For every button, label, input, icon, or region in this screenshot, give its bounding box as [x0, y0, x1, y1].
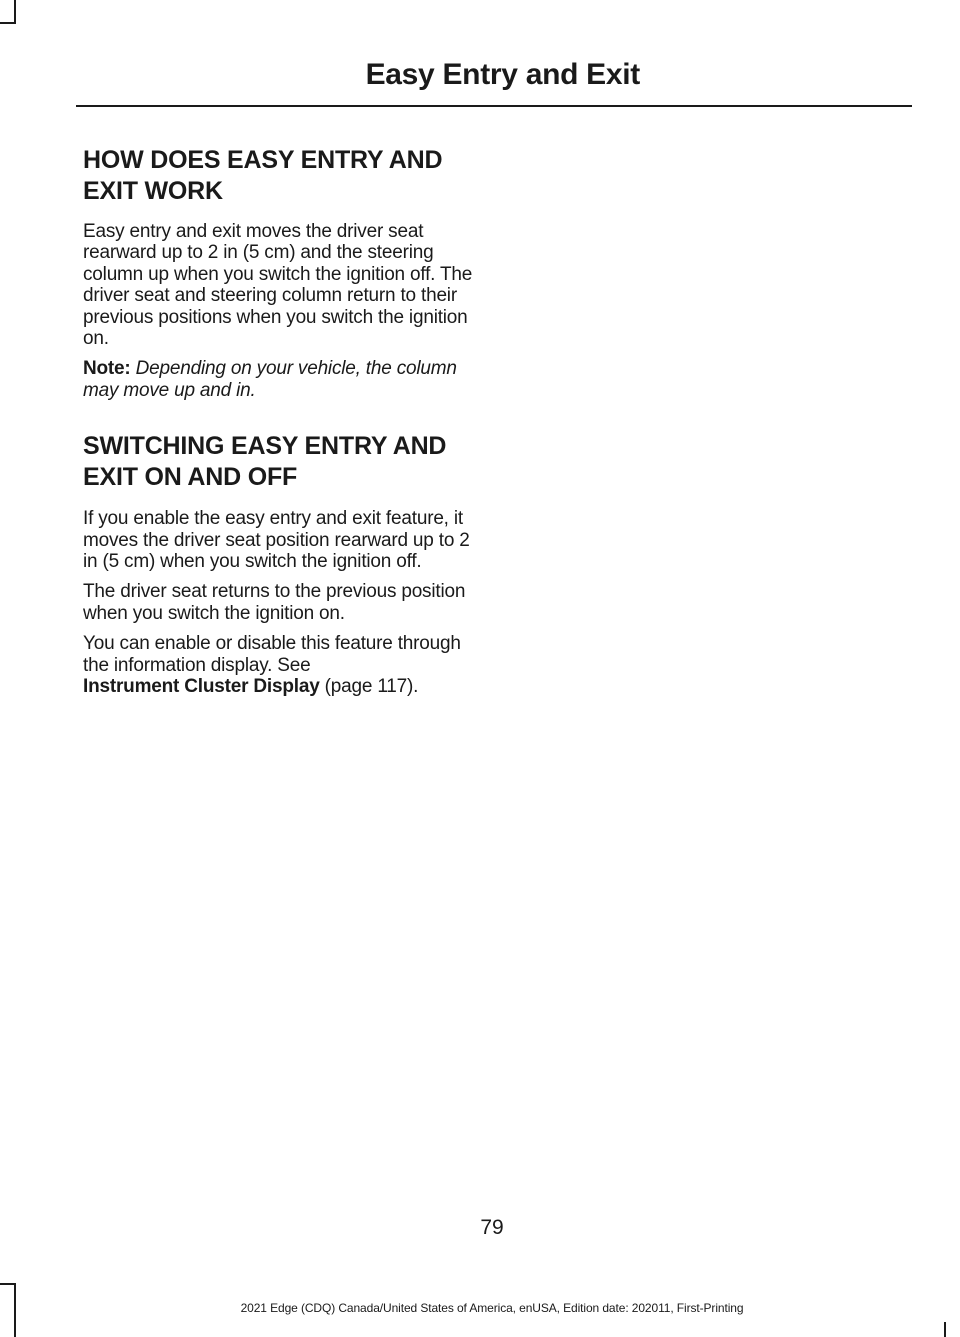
note-paragraph	[83, 358, 481, 401]
body-paragraph: If you enable the easy entry and exit feature, it moves the driver seat position rearward up to 2 in (5 cm) when you switch the ignition off.	[83, 508, 470, 573]
page-header-title: Easy Entry and Exit	[365, 58, 640, 91]
crop-mark-bottom-left-h	[0, 1283, 16, 1285]
section-how-it-works	[83, 145, 481, 401]
body-paragraph: Easy entry and exit moves the driver seat rearward up to 2 in (5 cm) and the steering column up when you switch the ignition off. The driver seat and steering column return to their previous positions when you switch the ignition on.	[83, 221, 473, 350]
section-switching-on-off	[83, 431, 481, 697]
note-label: Note:	[83, 358, 131, 380]
reference-intro: You can enable or disable this feature through the information display. See	[83, 633, 461, 676]
crop-mark-top-left-h	[0, 22, 16, 24]
section-heading	[83, 145, 481, 207]
crop-mark-bottom-right-v	[944, 1322, 946, 1337]
body-paragraph-with-reference	[83, 633, 481, 697]
edition-footer: 2021 Edge (CDQ) Canada/United States of America, enUSA, Edition date: 202011, First-Printing	[240, 1301, 744, 1315]
cross-reference-link[interactable]: Instrument Cluster Display	[83, 676, 320, 698]
section-heading	[83, 431, 481, 493]
page-number: 79	[480, 1216, 504, 1239]
heading-line: HOW DOES EASY ENTRY AND	[83, 146, 443, 174]
header-divider	[76, 105, 912, 107]
heading-line: EXIT ON AND OFF	[83, 463, 298, 492]
heading-line: SWITCHING EASY ENTRY AND	[83, 432, 447, 461]
body-paragraph: The driver seat returns to the previous position when you switch the ignition on.	[83, 581, 466, 624]
heading-line: EXIT WORK	[83, 177, 223, 205]
cross-reference-page: (page 117).	[324, 676, 419, 698]
note-text: Depending on your vehicle, the column may move up and in.	[83, 358, 457, 401]
main-column	[83, 145, 481, 707]
crop-mark-top-left-v	[14, 0, 16, 24]
